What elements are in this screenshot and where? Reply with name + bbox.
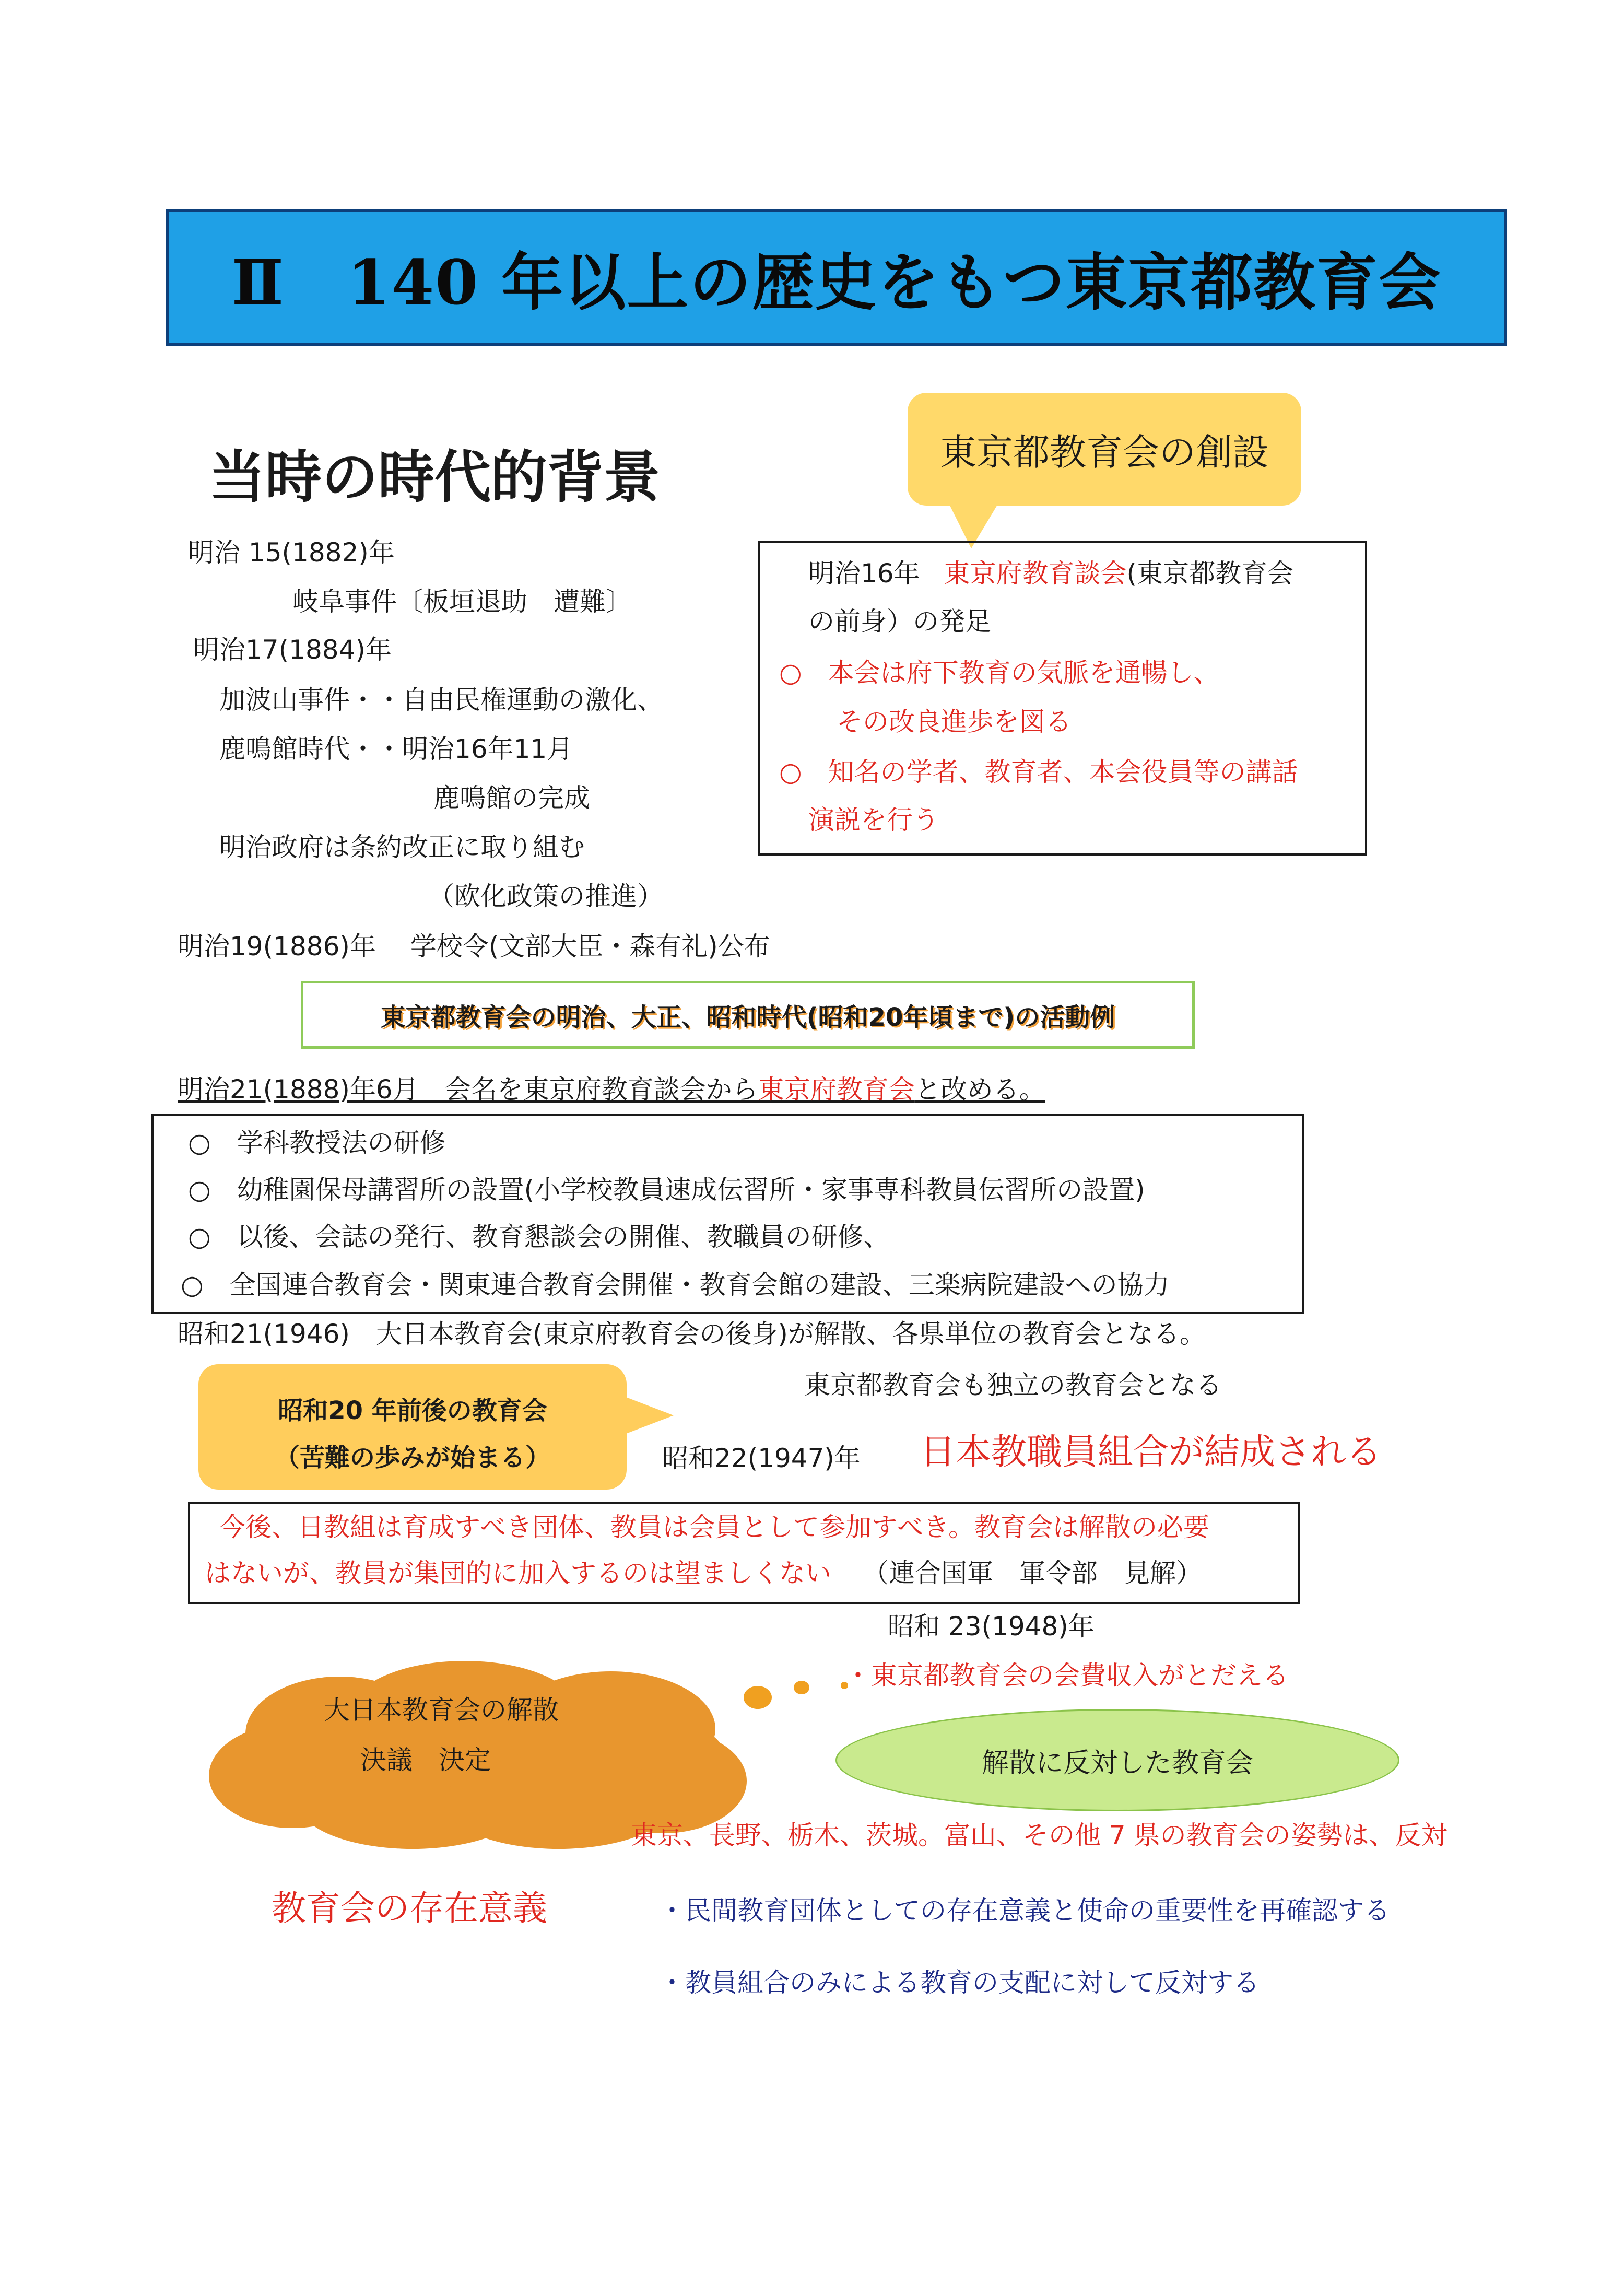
- showa21-line: 昭和21(1946) 大日本教育会(東京府教育会の後身)が解散、各県単位の教育会となる。: [178, 1319, 1206, 1349]
- page-title: Ⅱ 140 年以上の歴史をもつ東京都教育会: [231, 246, 1442, 319]
- ghq-line2: [205, 1557, 1202, 1589]
- founding-bullet: ○ 本会は府下教育の気脈を通暢し、: [779, 658, 1220, 688]
- background-line: 明治19(1886)年 学校令(文部大臣・森有礼)公布: [178, 931, 770, 962]
- activities-banner-text: 東京都教育会の明治、大正、昭和時代(昭和20年頃まで)の活動例: [380, 1002, 1115, 1032]
- founding-year: 明治16年: [808, 558, 920, 589]
- significance-heading: 教育会の存在意義: [272, 1888, 547, 1928]
- founding-note: (東京都教育会: [1126, 558, 1294, 589]
- showa23-line: 昭和 23(1948)年: [888, 1611, 1095, 1642]
- background-line: （欧化政策の推進）: [428, 881, 663, 911]
- background-line: 明治政府は条約改正に取り組む: [219, 832, 585, 862]
- background-line: 明治17(1884)年: [193, 635, 392, 665]
- founding-line2: の前身）の発足: [808, 606, 991, 637]
- background-line: 鹿鳴館時代・・明治16年11月: [219, 734, 573, 764]
- thought-dot: [794, 1681, 809, 1694]
- ghq-opinion: はないが、教員が集団的に加入するのは望ましくない: [205, 1558, 831, 1588]
- ghq-line1: 今後、日教組は育成すべき団体、教員は会員として参加すべき。教育会は解散の必要: [219, 1512, 1209, 1542]
- title-banner: [166, 209, 1507, 346]
- founding-bubble-label: 東京都教育会の創設: [940, 430, 1269, 474]
- fee-decline-line: ・東京都教育会の会費収入がとだえる: [845, 1660, 1289, 1691]
- background-line: 加波山事件・・自由民権運動の激化、: [219, 685, 663, 715]
- rename-prefix: 明治21(1888)年6月 会名を東京府教育談会から: [178, 1074, 758, 1105]
- background-heading: 当時の時代的背景: [209, 445, 661, 510]
- rename-new-name: 東京府教育会: [758, 1074, 915, 1105]
- founding-bubble: [908, 393, 1301, 506]
- showa22-year: 昭和22(1947)年: [662, 1443, 861, 1473]
- showa22-event: 日本教職員組合が結成される: [920, 1432, 1382, 1473]
- ghq-source: （連合国軍 軍令部 見解）: [863, 1558, 1202, 1588]
- opposed-ellipse: [835, 1709, 1399, 1811]
- background-line: 鹿鳴館の完成: [433, 783, 590, 813]
- founding-bullet: ○ 知名の学者、教育者、本会役員等の講話: [779, 757, 1298, 787]
- significance-point: ・民間教育団体としての存在意義と使命の重要性を再確認する: [659, 1895, 1390, 1926]
- founding-bullet-cont: その改良進歩を図る: [837, 707, 1072, 737]
- background-line: 明治 15(1882)年: [188, 537, 395, 568]
- activity-item: ○ 以後、会誌の発行、教育懇談会の開催、教職員の研修、: [188, 1222, 890, 1252]
- founding-bullet-cont: 演説を行う: [808, 805, 939, 835]
- independent-line: 東京都教育会も独立の教育会となる: [804, 1370, 1222, 1400]
- dissolution-cloud-line2: 決議 決定: [360, 1745, 491, 1775]
- activity-item: ○ 全国連合教育会・関東連合教育会開催・教育会館の建設、三楽病院建設への協力: [181, 1270, 1170, 1300]
- rename-suffix: と改める。: [914, 1074, 1045, 1105]
- activity-item: ○ 学科教授法の研修: [188, 1128, 446, 1158]
- era-bubble-line1: 昭和20 年前後の教育会: [278, 1396, 547, 1425]
- dissolution-cloud-line1: 大日本教育会の解散: [324, 1695, 559, 1725]
- rename-line: [178, 1074, 1045, 1105]
- founding-name: 東京府教育談会: [944, 558, 1127, 589]
- opposition-line: 東京、長野、栃木、茨城。富山、その他 7 県の教育会の姿勢は、反対: [631, 1820, 1448, 1850]
- era-bubble-line2: （苦難の歩みが始まる）: [274, 1443, 550, 1472]
- founding-line1: [808, 558, 1293, 589]
- significance-point: ・教員組合のみによる教育の支配に対して反対する: [659, 1967, 1260, 1998]
- activities-banner: [301, 981, 1195, 1049]
- activity-item: ○ 幼稚園保母講習所の設置(小学校教員速成伝習所・家事専科教員伝習所の設置): [188, 1175, 1145, 1205]
- thought-dot: [744, 1686, 772, 1709]
- opposed-label: 解散に反対した教育会: [981, 1747, 1253, 1779]
- background-line: 岐阜事件〔板垣退助 遭難〕: [292, 587, 632, 617]
